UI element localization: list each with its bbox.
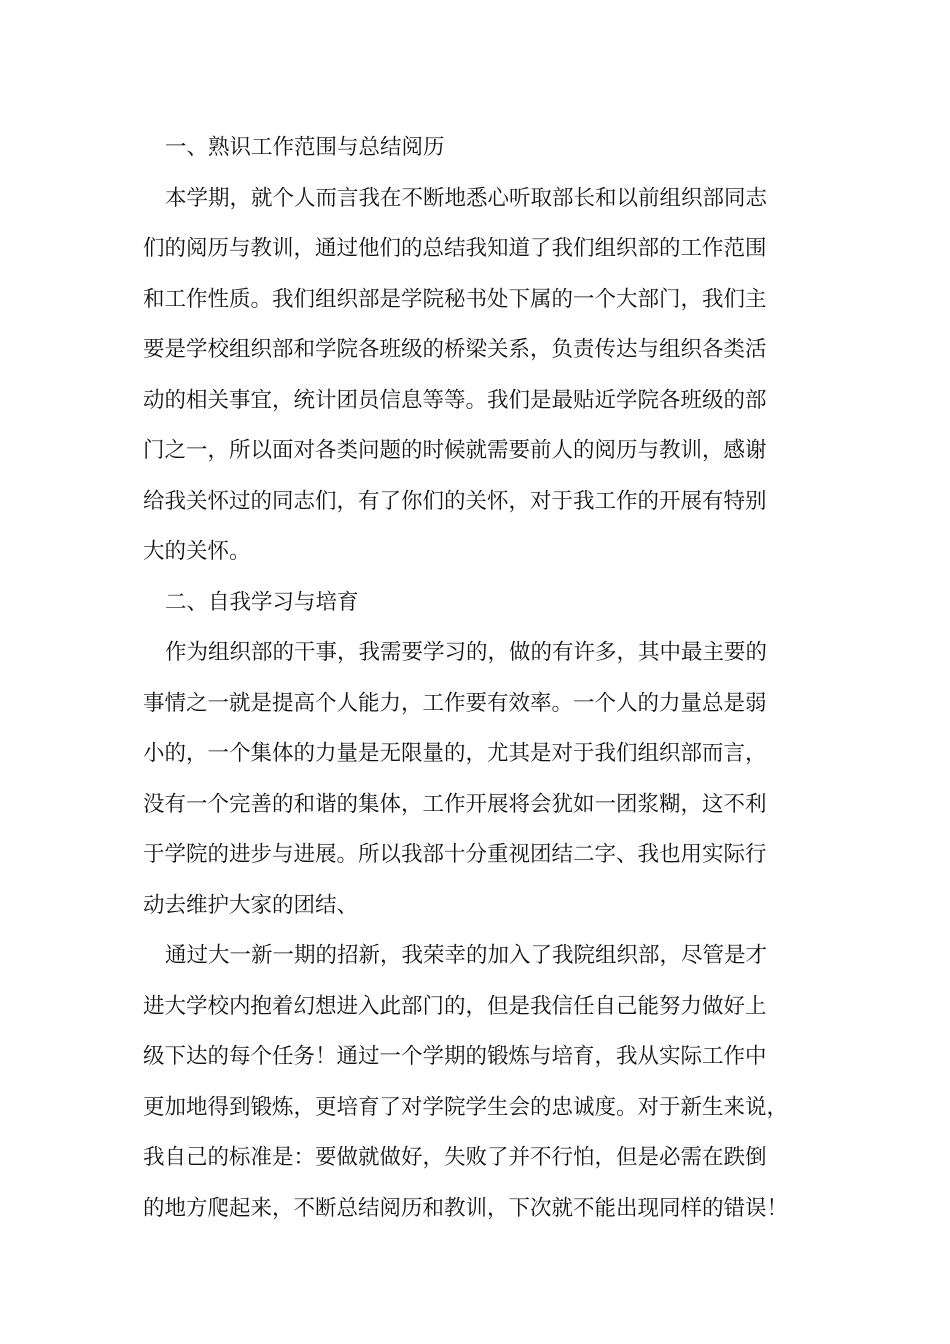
- paragraph-1-line-8: 大的关怀。: [143, 539, 251, 564]
- section-heading-2: 二、自我学习与培育: [165, 589, 359, 615]
- section-heading-1: 一、熟识工作范围与总结阅历: [165, 135, 445, 160]
- paragraph-1-line-5: 动的相关事宜，统计团员信息等等。我们是最贴近学院各班级的部: [143, 387, 767, 413]
- paragraph-1-line-1: 本学期，就个人而言我在不断地悉心听取部长和以前组织部同志: [165, 185, 768, 211]
- paragraph-1-line-6: 门之一，所以面对各类问题的时候就需要前人的阅历与教训，感谢: [143, 438, 767, 463]
- paragraph-3-line-2: 进大学校内抱着幻想进入此部门的，但是我信任自己能努力做好上: [143, 993, 767, 1019]
- paragraph-2-line-5: 于学院的进步与进展。所以我部十分重视团结二字、我也用实际行: [143, 842, 767, 867]
- paragraph-3-line-3: 级下达的每个任务！通过一个学期的锻炼与培育，我从实际工作中: [143, 1044, 767, 1069]
- paragraph-1-line-3: 和工作性质。我们组织部是学院秘书处下属的一个大部门，我们主: [143, 286, 767, 312]
- paragraph-2-line-1: 作为组织部的干事，我需要学习的，做的有许多，其中最主要的: [165, 640, 768, 665]
- paragraph-2-line-6: 动去维护大家的团结、: [143, 892, 359, 918]
- paragraph-2-line-3: 小的，一个集体的力量是无限量的，尤其是对于我们组织部而言，: [143, 741, 767, 766]
- paragraph-3-line-4: 更加地得到锻炼，更培育了对学院学生会的忠诚度。对于新生来说，: [143, 1094, 789, 1120]
- paragraph-3-line-6: 的地方爬起来，不断总结阅历和教训，下次就不能出现同样的错误！: [143, 1195, 789, 1221]
- paragraph-3-line-1: 通过大一新一期的招新，我荣幸的加入了我院组织部，尽管是才: [165, 943, 768, 968]
- paragraph-1-line-7: 给我关怀过的同志们，有了你们的关怀，对于我工作的开展有特别: [143, 488, 767, 514]
- document-body: [143, 123, 823, 1234]
- paragraph-1-line-2: 们的阅历与教训，通过他们的总结我知道了我们组织部的工作范围: [143, 236, 767, 261]
- paragraph-2-line-2: 事情之一就是提高个人能力，工作要有效率。一个人的力量总是弱: [143, 690, 767, 716]
- paragraph-1-line-4: 要是学校组织部和学院各班级的桥梁关系，负责传达与组织各类活: [143, 337, 767, 362]
- paragraph-2-line-4: 没有一个完善的和谐的集体，工作开展将会犹如一团浆糊，这不利: [143, 791, 767, 817]
- paragraph-3-line-5: 我自己的标准是：要做就做好，失败了并不行怕，但是必需在跌倒: [143, 1145, 767, 1170]
